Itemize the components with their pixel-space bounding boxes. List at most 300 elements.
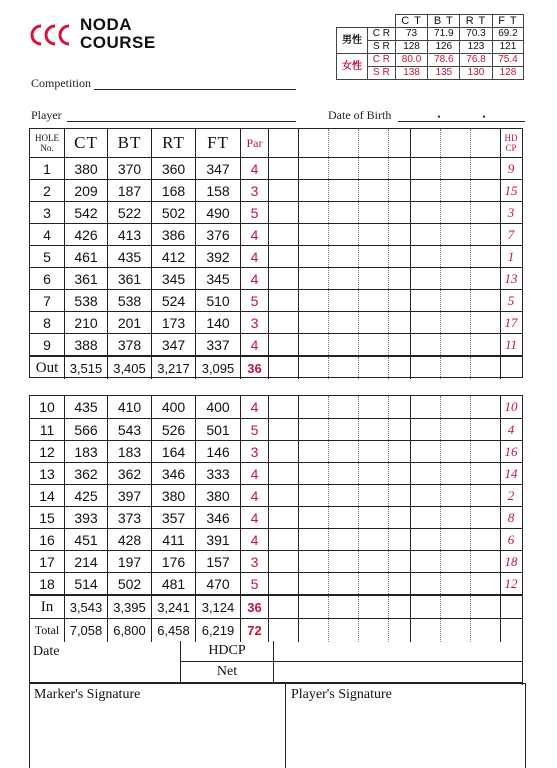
score-entry-cell[interactable] <box>269 334 298 355</box>
score-entry-cell[interactable] <box>441 246 470 267</box>
score-entry-cell[interactable] <box>329 224 358 245</box>
ct-yardage: 183 <box>74 443 98 460</box>
score-entry-cell[interactable] <box>329 290 358 311</box>
score-entry-cell[interactable] <box>471 290 500 311</box>
ft-yardage: 376 <box>206 226 230 243</box>
hole-number: 3 <box>43 204 51 221</box>
dob-separator: ・ <box>478 110 491 124</box>
female-sr-label: S R <box>368 67 396 80</box>
bt-yardage: 428 <box>117 531 142 548</box>
score-entry-cell[interactable] <box>389 551 410 572</box>
score-entry-cell[interactable] <box>441 334 470 355</box>
score-entry-cell[interactable] <box>411 202 440 223</box>
rating-header-ct: C T <box>395 15 428 28</box>
ft-yardage: 392 <box>206 248 230 265</box>
score-entry-cell[interactable] <box>411 507 440 528</box>
bt-yardage: 187 <box>117 182 142 199</box>
score-entry-cell[interactable] <box>299 290 328 311</box>
player-signature-label: Player's Signature <box>291 687 392 702</box>
hole-row <box>30 157 522 179</box>
ft-total: 3,095 <box>201 360 235 376</box>
rt-yardage: 481 <box>161 575 186 592</box>
score-entry-cell[interactable] <box>299 246 328 267</box>
rt-yardage: 411 <box>162 531 185 548</box>
score-entry-cell[interactable] <box>471 158 500 179</box>
score-entry-cell[interactable] <box>411 551 440 572</box>
brand-name-line2: COURSE <box>80 33 156 52</box>
score-entry-cell[interactable] <box>441 312 470 333</box>
score-entry-cell[interactable] <box>359 441 388 462</box>
score-entry-cell[interactable] <box>329 312 358 333</box>
par-value: 4 <box>250 226 259 243</box>
handicap-value: 17 <box>504 314 518 330</box>
par-total: 72 <box>247 623 262 638</box>
score-entry-cell[interactable] <box>389 246 410 267</box>
par-value: 4 <box>250 509 259 526</box>
score-entry-cell[interactable] <box>411 334 440 355</box>
rt-total: 3,217 <box>157 360 190 376</box>
score-entry-cell[interactable] <box>299 202 328 223</box>
score-entry-cell[interactable] <box>411 441 440 462</box>
score-entry-cell[interactable] <box>329 573 358 594</box>
rating-value: 69.2 <box>492 28 523 41</box>
handicap-value: 9 <box>507 160 515 176</box>
rt-total: 3,241 <box>157 599 190 615</box>
ct-yardage: 393 <box>74 509 98 526</box>
rt-yardage: 345 <box>161 270 186 287</box>
score-entry-cell[interactable] <box>299 224 328 245</box>
hd-header-text: HD <box>504 133 518 143</box>
ft-yardage: 510 <box>206 292 230 309</box>
ct-total: 3,543 <box>69 599 103 615</box>
hole-row <box>30 179 522 201</box>
score-entry-cell[interactable] <box>389 290 410 311</box>
score-entry-cell[interactable] <box>299 312 328 333</box>
bt-yardage: 183 <box>117 443 142 460</box>
score-entry-cell[interactable] <box>329 441 358 462</box>
score-entry-cell[interactable] <box>359 463 388 484</box>
bt-total: 3,395 <box>113 599 146 615</box>
player-name-field[interactable] <box>67 121 296 122</box>
date-of-birth-field[interactable] <box>398 121 525 122</box>
score-entry-cell[interactable] <box>441 202 470 223</box>
score-entry-cell[interactable] <box>329 419 358 440</box>
score-entry-cell[interactable] <box>411 573 440 594</box>
hole-number: 6 <box>43 270 51 287</box>
front-nine-scorecard <box>29 128 523 378</box>
par-total: 36 <box>247 360 262 376</box>
score-entry-cell[interactable] <box>389 507 410 528</box>
score-entry-cell[interactable] <box>411 246 440 267</box>
bt-yardage: 378 <box>117 336 142 353</box>
score-entry-cell[interactable] <box>299 463 328 484</box>
par-total: 36 <box>247 599 262 615</box>
score-entry-cell[interactable] <box>389 419 410 440</box>
rating-value: 138 <box>395 67 428 80</box>
handicap-value: 6 <box>507 531 515 547</box>
score-entry-cell[interactable] <box>359 180 388 201</box>
score-entry-cell[interactable] <box>411 463 440 484</box>
par-value: 5 <box>250 204 259 221</box>
par-value: 3 <box>250 553 259 570</box>
score-entry-cell[interactable] <box>329 334 358 355</box>
score-entry-cell[interactable] <box>471 334 500 355</box>
rating-value: 121 <box>492 41 523 54</box>
score-entry-cell[interactable] <box>269 507 298 528</box>
score-entry-cell[interactable] <box>329 551 358 572</box>
noda-logo-icon <box>27 18 73 52</box>
ft-total: 6,219 <box>201 623 235 638</box>
hole-row <box>30 289 522 311</box>
score-entry-cell[interactable] <box>329 507 358 528</box>
score-entry-cell[interactable] <box>471 529 500 550</box>
score-entry-cell[interactable] <box>471 441 500 462</box>
bt-total: 6,800 <box>113 623 146 638</box>
score-entry-cell[interactable] <box>471 463 500 484</box>
handicap-value: 2 <box>507 487 515 503</box>
hole-number: 16 <box>39 531 55 548</box>
score-entry-cell[interactable] <box>441 419 470 440</box>
score-entry-cell[interactable] <box>269 290 298 311</box>
total-row-label: Total <box>34 623 60 637</box>
handicap-value: 13 <box>504 270 518 286</box>
hole-number: 10 <box>39 399 55 415</box>
score-entry-cell[interactable] <box>389 312 410 333</box>
bt-yardage: 410 <box>117 399 142 415</box>
score-entry-cell[interactable] <box>389 268 410 289</box>
score-entry-cell[interactable] <box>471 312 500 333</box>
score-entry-cell[interactable] <box>269 441 298 462</box>
rt-yardage: 400 <box>161 399 186 415</box>
score-entry-cell[interactable] <box>359 485 388 506</box>
ft-yardage: 501 <box>206 421 230 438</box>
hole-number: 2 <box>43 182 51 199</box>
hole-number: 17 <box>39 553 55 570</box>
bt-yardage: 397 <box>117 487 142 504</box>
rating-value: 130 <box>460 67 493 80</box>
rt-yardage: 526 <box>161 421 186 438</box>
ft-yardage: 490 <box>206 204 230 221</box>
score-entry-cell[interactable] <box>359 419 388 440</box>
par-value: 5 <box>250 575 259 592</box>
ct-yardage: 425 <box>74 487 98 504</box>
score-entry-cell[interactable] <box>411 485 440 506</box>
score-entry-cell[interactable] <box>359 507 388 528</box>
score-entry-cell[interactable] <box>389 202 410 223</box>
hole-number: 8 <box>43 314 51 331</box>
ct-yardage: 451 <box>74 531 98 548</box>
rating-value: 128 <box>492 67 523 80</box>
score-entry-cell[interactable] <box>269 573 298 594</box>
bt-yardage: 370 <box>117 160 142 177</box>
handicap-value: 4 <box>507 421 515 437</box>
ct-yardage: 210 <box>74 314 98 331</box>
score-entry-cell[interactable] <box>441 268 470 289</box>
score-entry-cell[interactable] <box>269 485 298 506</box>
marker-signature-label: Marker's Signature <box>34 687 141 702</box>
score-entry-cell[interactable] <box>269 158 298 179</box>
score-entry-cell[interactable] <box>411 312 440 333</box>
score-entry-cell[interactable] <box>441 529 470 550</box>
score-entry-cell[interactable] <box>269 529 298 550</box>
ft-yardage: 146 <box>206 443 230 460</box>
score-entry-cell[interactable] <box>329 202 358 223</box>
score-entry-cell[interactable] <box>359 551 388 572</box>
score-entry-cell[interactable] <box>359 246 388 267</box>
score-entry-cell[interactable] <box>389 224 410 245</box>
score-entry-cell[interactable] <box>329 158 358 179</box>
bt-yardage: 435 <box>117 248 142 265</box>
score-entry-cell[interactable] <box>299 180 328 201</box>
rating-value: 80.0 <box>395 54 428 67</box>
ct-yardage: 542 <box>74 204 98 221</box>
ft-yardage: 337 <box>206 336 230 353</box>
score-entry-cell[interactable] <box>269 224 298 245</box>
ct-yardage: 538 <box>74 292 98 309</box>
ft-yardage: 380 <box>206 487 230 504</box>
handicap-value: 1 <box>507 248 515 264</box>
score-entry-cell[interactable] <box>471 268 500 289</box>
handicap-value: 7 <box>507 226 515 242</box>
score-entry-cell[interactable] <box>299 441 328 462</box>
score-entry-cell[interactable] <box>359 573 388 594</box>
score-entry-cell[interactable] <box>299 507 328 528</box>
score-entry-cell[interactable] <box>389 396 410 418</box>
score-entry-cell[interactable] <box>269 202 298 223</box>
rating-value: 76.8 <box>460 54 493 67</box>
hole-row <box>30 528 522 550</box>
score-entry-cell[interactable] <box>299 396 328 418</box>
date-hdcp-net-box <box>29 641 523 683</box>
hole-row <box>30 311 522 333</box>
handicap-value: 15 <box>504 182 518 198</box>
ft-yardage: 140 <box>206 314 230 331</box>
out-row <box>30 355 522 379</box>
score-entry-cell[interactable] <box>389 485 410 506</box>
ft-total: 3,124 <box>201 599 235 615</box>
handicap-value: 3 <box>507 204 515 220</box>
par-value: 4 <box>250 465 259 482</box>
score-entry-cell[interactable] <box>359 312 388 333</box>
score-entry-cell[interactable] <box>329 268 358 289</box>
score-entry-cell[interactable] <box>471 507 500 528</box>
hole-number: 15 <box>39 509 55 526</box>
male-label: 男性 <box>337 28 368 54</box>
score-entry-cell[interactable] <box>329 246 358 267</box>
score-entry-cell[interactable] <box>299 485 328 506</box>
rt-yardage: 176 <box>161 553 186 570</box>
handicap-value: 11 <box>504 336 518 352</box>
score-entry-cell[interactable] <box>471 485 500 506</box>
score-entry-cell[interactable] <box>441 290 470 311</box>
bt-yardage: 201 <box>117 314 142 331</box>
ft-yardage: 333 <box>206 465 230 482</box>
score-entry-cell[interactable] <box>389 441 410 462</box>
score-entry-cell[interactable] <box>269 419 298 440</box>
score-entry-cell[interactable] <box>471 396 500 418</box>
ft-yardage: 346 <box>206 509 230 526</box>
ct-yardage: 566 <box>74 421 98 438</box>
hole-row <box>30 223 522 245</box>
score-entry-cell[interactable] <box>299 573 328 594</box>
score-entry-cell[interactable] <box>329 485 358 506</box>
course-rating-table <box>336 14 524 80</box>
score-entry-cell[interactable] <box>299 529 328 550</box>
score-entry-cell[interactable] <box>329 180 358 201</box>
rating-value: 78.6 <box>428 54 460 67</box>
score-entry-cell[interactable] <box>411 268 440 289</box>
score-entry-cell[interactable] <box>471 246 500 267</box>
bt-yardage: 543 <box>117 421 142 438</box>
score-entry-cell[interactable] <box>411 419 440 440</box>
score-entry-cell[interactable] <box>359 529 388 550</box>
par-value: 3 <box>250 314 259 331</box>
rt-yardage: 168 <box>161 182 186 199</box>
score-entry-cell[interactable] <box>441 224 470 245</box>
score-entry-cell[interactable] <box>411 180 440 201</box>
male-cr-label: C R <box>368 28 396 41</box>
score-entry-cell[interactable] <box>411 158 440 179</box>
score-entry-cell[interactable] <box>269 180 298 201</box>
rating-value: 75.4 <box>492 54 523 67</box>
bt-yardage: 522 <box>117 204 142 221</box>
score-entry-cell[interactable] <box>441 507 470 528</box>
handicap-value: 10 <box>504 399 518 414</box>
bt-yardage: 502 <box>117 575 142 592</box>
rt-yardage: 380 <box>161 487 186 504</box>
male-sr-label: S R <box>368 41 396 54</box>
score-entry-cell[interactable] <box>411 290 440 311</box>
score-entry-cell[interactable] <box>471 202 500 223</box>
score-entry-cell[interactable] <box>299 419 328 440</box>
rt-yardage: 360 <box>161 160 186 177</box>
rating-value: 128 <box>395 41 428 54</box>
handicap-value: 8 <box>507 509 515 525</box>
score-entry-cell[interactable] <box>359 202 388 223</box>
par-value: 4 <box>250 336 259 353</box>
score-entry-cell[interactable] <box>359 290 388 311</box>
score-entry-cell[interactable] <box>299 551 328 572</box>
total-row <box>30 618 522 642</box>
score-entry-cell[interactable] <box>269 396 298 418</box>
hole-row <box>30 440 522 462</box>
score-entry-cell[interactable] <box>441 441 470 462</box>
signature-area <box>29 683 526 768</box>
score-entry-cell[interactable] <box>269 246 298 267</box>
score-entry-cell[interactable] <box>441 158 470 179</box>
par-value: 4 <box>250 248 259 265</box>
score-entry-cell[interactable] <box>441 551 470 572</box>
hole-number: 1 <box>43 160 51 177</box>
ft-yardage: 345 <box>206 270 230 287</box>
score-entry-cell[interactable] <box>269 463 298 484</box>
hole-row <box>30 572 522 594</box>
ct-yardage: 461 <box>74 248 98 265</box>
rating-value: 135 <box>428 67 460 80</box>
score-entry-cell[interactable] <box>471 573 500 594</box>
score-entry-cell[interactable] <box>359 268 388 289</box>
bt-yardage: 362 <box>117 465 142 482</box>
ct-yardage: 361 <box>74 270 98 287</box>
score-entry-cell[interactable] <box>441 180 470 201</box>
hole-number: 18 <box>39 575 55 592</box>
ft-header: FT <box>207 133 229 152</box>
rating-value: 126 <box>428 41 460 54</box>
score-entry-cell[interactable] <box>389 158 410 179</box>
score-entry-cell[interactable] <box>299 334 328 355</box>
par-value: 4 <box>250 399 259 415</box>
rt-yardage: 386 <box>161 226 186 243</box>
hole-row <box>30 396 522 418</box>
competition-field[interactable] <box>94 89 296 90</box>
score-entry-cell[interactable] <box>359 224 388 245</box>
in-row <box>30 594 522 618</box>
handicap-value: 18 <box>504 553 518 569</box>
score-entry-cell[interactable] <box>441 485 470 506</box>
score-entry-cell[interactable] <box>269 551 298 572</box>
cp-header-text: CP <box>505 143 517 153</box>
rt-yardage: 347 <box>161 336 186 353</box>
score-entry-cell[interactable] <box>389 180 410 201</box>
score-entry-cell[interactable] <box>359 396 388 418</box>
score-entry-cell[interactable] <box>471 551 500 572</box>
score-entry-cell[interactable] <box>299 158 328 179</box>
ct-yardage: 214 <box>74 553 98 570</box>
par-value: 3 <box>250 182 259 199</box>
score-entry-cell[interactable] <box>411 396 440 418</box>
ct-total: 3,515 <box>69 360 103 376</box>
score-entry-cell[interactable] <box>441 463 470 484</box>
score-entry-cell[interactable] <box>269 268 298 289</box>
ct-yardage: 514 <box>74 575 98 592</box>
score-entry-cell[interactable] <box>269 312 298 333</box>
score-entry-cell[interactable] <box>329 396 358 418</box>
rt-yardage: 346 <box>161 465 186 482</box>
score-entry-cell[interactable] <box>411 224 440 245</box>
score-entry-cell[interactable] <box>389 334 410 355</box>
score-entry-cell[interactable] <box>299 268 328 289</box>
scorecard-header-row <box>30 129 522 157</box>
ft-yardage: 347 <box>206 160 230 177</box>
score-entry-cell[interactable] <box>329 529 358 550</box>
score-entry-cell[interactable] <box>389 463 410 484</box>
hole-number: 13 <box>39 465 55 482</box>
score-entry-cell[interactable] <box>441 573 470 594</box>
score-entry-cell[interactable] <box>329 463 358 484</box>
score-entry-cell[interactable] <box>441 396 470 418</box>
ct-yardage: 380 <box>74 160 98 177</box>
bt-yardage: 197 <box>117 553 142 570</box>
hole-number: 14 <box>39 487 55 504</box>
par-value: 4 <box>250 487 259 504</box>
rt-total: 6,458 <box>157 623 190 638</box>
score-entry-cell[interactable] <box>471 180 500 201</box>
handicap-value: 14 <box>504 465 518 481</box>
score-entry-cell[interactable] <box>411 529 440 550</box>
score-entry-cell[interactable] <box>471 419 500 440</box>
par-value: 4 <box>250 531 259 548</box>
hole-number: 9 <box>43 336 51 353</box>
score-entry-cell[interactable] <box>471 224 500 245</box>
score-entry-cell[interactable] <box>389 573 410 594</box>
hole-number: 7 <box>43 292 51 309</box>
score-entry-cell[interactable] <box>359 334 388 355</box>
hole-row <box>30 267 522 289</box>
score-entry-cell[interactable] <box>389 529 410 550</box>
hdcp-label: HDCP <box>181 641 273 662</box>
rating-header-ft: F T <box>492 15 523 28</box>
score-entry-cell[interactable] <box>359 158 388 179</box>
